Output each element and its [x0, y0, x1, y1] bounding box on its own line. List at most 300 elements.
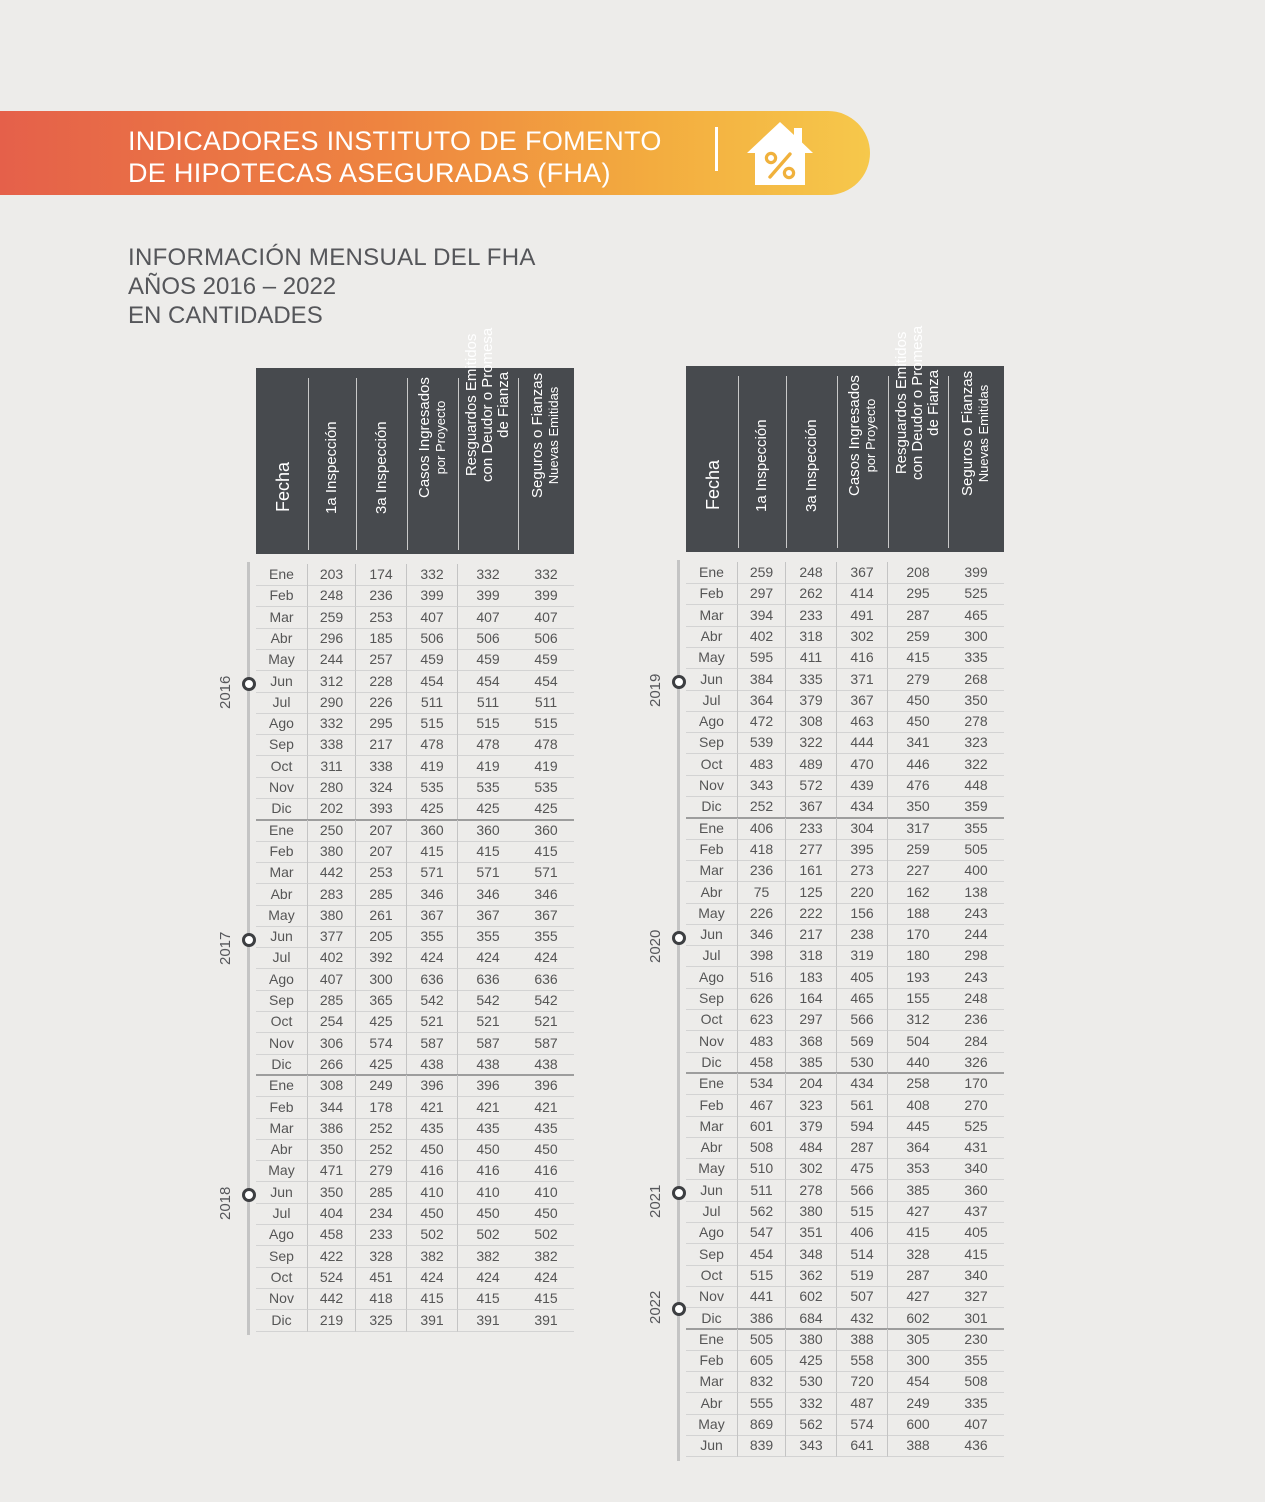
value-cell: 270 — [948, 1095, 1004, 1117]
month-cell: Sep — [256, 990, 308, 1012]
value-cell: 406 — [738, 818, 786, 840]
table-row — [256, 734, 574, 755]
table-row — [256, 926, 574, 947]
value-cell: 252 — [738, 796, 786, 818]
header-label — [804, 419, 820, 512]
value-cell: 463 — [837, 711, 888, 733]
value-cell: 332 — [308, 713, 356, 735]
value-cell: 416 — [458, 1160, 518, 1182]
table-row — [256, 1033, 574, 1054]
value-cell: 285 — [356, 884, 407, 906]
value-cell: 530 — [837, 1052, 888, 1074]
subtitle-line3: EN CANTIDADES — [128, 302, 323, 329]
value-cell: 641 — [837, 1435, 888, 1457]
value-cell: 542 — [407, 990, 458, 1012]
value-cell: 475 — [837, 1158, 888, 1180]
value-cell: 266 — [308, 1054, 356, 1076]
value-cell: 600 — [888, 1414, 948, 1436]
month-cell: Ene — [686, 562, 738, 584]
value-cell: 465 — [948, 605, 1004, 627]
value-cell: 304 — [837, 818, 888, 840]
value-cell: 416 — [837, 647, 888, 669]
value-cell: 435 — [407, 1118, 458, 1140]
value-cell: 207 — [356, 820, 407, 842]
value-cell: 407 — [308, 969, 356, 991]
value-cell: 406 — [837, 1222, 888, 1244]
year-label: 2022 — [647, 1290, 664, 1324]
value-cell: 367 — [786, 796, 837, 818]
value-cell: 360 — [458, 820, 518, 842]
value-cell: 290 — [308, 692, 356, 714]
month-cell: Mar — [256, 1118, 308, 1140]
year-marker-dot — [672, 1186, 686, 1200]
value-cell: 322 — [948, 754, 1004, 776]
month-cell: Abr — [686, 1393, 738, 1415]
value-cell: 547 — [738, 1222, 786, 1244]
header-label — [374, 421, 390, 514]
value-cell: 285 — [308, 990, 356, 1012]
table-row — [686, 1371, 1004, 1392]
value-cell: 161 — [786, 860, 837, 882]
value-cell: 434 — [837, 1073, 888, 1095]
month-cell: Feb — [256, 1097, 308, 1119]
value-cell: 399 — [407, 585, 458, 607]
header-divider — [837, 376, 838, 548]
value-cell: 415 — [407, 841, 458, 863]
value-cell: 279 — [888, 669, 948, 691]
month-cell: Oct — [686, 1009, 738, 1031]
value-cell: 180 — [888, 945, 948, 967]
value-cell: 411 — [786, 647, 837, 669]
value-cell: 505 — [738, 1329, 786, 1351]
header-label — [754, 419, 770, 512]
value-cell: 407 — [407, 607, 458, 629]
value-cell: 421 — [407, 1097, 458, 1119]
month-cell: Jul — [686, 690, 738, 712]
header-label-line: Seguros o Fianzas — [959, 370, 976, 496]
value-cell: 233 — [786, 605, 837, 627]
value-cell: 170 — [948, 1073, 1004, 1095]
value-cell: 542 — [458, 990, 518, 1012]
value-cell: 284 — [948, 1031, 1004, 1053]
value-cell: 491 — [837, 605, 888, 627]
banner-title — [128, 125, 708, 189]
value-cell: 277 — [786, 839, 837, 861]
value-cell: 249 — [888, 1393, 948, 1415]
value-cell: 511 — [518, 692, 574, 714]
value-cell: 438 — [458, 1054, 518, 1076]
table-row — [686, 1116, 1004, 1137]
table-row — [256, 798, 574, 819]
header-col-0 — [256, 368, 308, 554]
month-cell: Jun — [686, 924, 738, 946]
value-cell: 435 — [518, 1118, 574, 1140]
value-cell: 478 — [407, 734, 458, 756]
month-cell: Oct — [256, 756, 308, 778]
value-cell: 515 — [837, 1201, 888, 1223]
value-cell: 507 — [837, 1286, 888, 1308]
header-label-line: con Deudor o Promesa — [479, 327, 496, 482]
value-cell: 450 — [518, 1203, 574, 1225]
value-cell: 506 — [518, 628, 574, 650]
value-cell: 587 — [518, 1033, 574, 1055]
value-cell: 470 — [837, 754, 888, 776]
month-cell: Sep — [256, 1246, 308, 1268]
value-cell: 338 — [356, 756, 407, 778]
table-row — [256, 564, 574, 585]
value-cell: 298 — [948, 945, 1004, 967]
table-row — [256, 649, 574, 670]
value-cell: 261 — [356, 905, 407, 927]
month-cell: Ene — [686, 818, 738, 840]
value-cell: 454 — [518, 671, 574, 693]
month-cell: Jul — [686, 1201, 738, 1223]
value-cell: 362 — [786, 1265, 837, 1287]
value-cell: 508 — [738, 1137, 786, 1159]
table-row — [256, 671, 574, 692]
value-cell: 454 — [407, 671, 458, 693]
value-cell: 236 — [738, 860, 786, 882]
value-cell: 415 — [458, 841, 518, 863]
value-cell: 605 — [738, 1350, 786, 1372]
month-cell: Nov — [686, 775, 738, 797]
value-cell: 445 — [888, 1116, 948, 1138]
header-divider — [518, 378, 519, 550]
value-cell: 350 — [308, 1182, 356, 1204]
value-cell: 295 — [888, 583, 948, 605]
value-cell: 355 — [518, 926, 574, 948]
value-cell: 262 — [786, 583, 837, 605]
value-cell: 407 — [458, 607, 518, 629]
value-cell: 324 — [356, 777, 407, 799]
value-cell: 425 — [458, 798, 518, 820]
value-cell: 332 — [518, 564, 574, 586]
value-cell: 300 — [888, 1350, 948, 1372]
header-divider — [786, 376, 787, 548]
value-cell: 287 — [837, 1137, 888, 1159]
value-cell: 226 — [356, 692, 407, 714]
value-cell: 561 — [837, 1095, 888, 1117]
value-cell: 248 — [948, 988, 1004, 1010]
value-cell: 360 — [407, 820, 458, 842]
value-cell: 869 — [738, 1414, 786, 1436]
table-row — [686, 562, 1004, 583]
value-cell: 355 — [948, 818, 1004, 840]
value-cell: 515 — [518, 713, 574, 735]
table-row — [686, 945, 1004, 966]
title-banner — [0, 111, 870, 195]
value-cell: 405 — [837, 967, 888, 989]
header-label-line: 1a Inspección — [323, 421, 340, 514]
banner-title-line2: DE HIPOTECAS ASEGURADAS (FHA) — [128, 158, 611, 188]
table-header — [686, 325, 1004, 552]
table-row — [256, 777, 574, 798]
value-cell: 125 — [786, 882, 837, 904]
value-cell: 539 — [738, 732, 786, 754]
table-header — [256, 327, 574, 554]
value-cell: 399 — [948, 562, 1004, 584]
value-cell: 268 — [948, 669, 1004, 691]
header-col-3 — [837, 366, 888, 552]
value-cell: 484 — [786, 1137, 837, 1159]
value-cell: 472 — [738, 711, 786, 733]
header-label — [324, 421, 340, 514]
value-cell: 164 — [786, 988, 837, 1010]
value-cell: 530 — [786, 1371, 837, 1393]
value-cell: 317 — [888, 818, 948, 840]
value-cell: 138 — [948, 882, 1004, 904]
value-cell: 521 — [518, 1011, 574, 1033]
month-cell: Ago — [686, 1222, 738, 1244]
value-cell: 415 — [458, 1288, 518, 1310]
value-cell: 535 — [407, 777, 458, 799]
table-row — [256, 585, 574, 606]
value-cell: 454 — [738, 1244, 786, 1266]
value-cell: 367 — [837, 690, 888, 712]
value-cell: 467 — [738, 1095, 786, 1117]
table-row — [256, 1075, 574, 1096]
header-divider — [888, 376, 889, 548]
value-cell: 341 — [888, 732, 948, 754]
value-cell: 248 — [308, 585, 356, 607]
header-col-1 — [308, 368, 356, 554]
value-cell: 238 — [837, 924, 888, 946]
value-cell: 233 — [786, 818, 837, 840]
value-cell: 327 — [948, 1286, 1004, 1308]
value-cell: 360 — [518, 820, 574, 842]
value-cell: 254 — [308, 1011, 356, 1033]
value-cell: 208 — [888, 562, 948, 584]
value-cell: 335 — [786, 669, 837, 691]
header-col-5 — [518, 368, 574, 554]
value-cell: 832 — [738, 1371, 786, 1393]
value-cell: 427 — [888, 1201, 948, 1223]
header-label-line: 3a Inspección — [802, 419, 820, 512]
value-cell: 415 — [518, 1288, 574, 1310]
value-cell: 524 — [308, 1267, 356, 1289]
value-cell: 217 — [356, 734, 407, 756]
value-cell: 446 — [888, 754, 948, 776]
year-label: 2021 — [647, 1185, 664, 1219]
value-cell: 380 — [308, 905, 356, 927]
header-label — [464, 328, 512, 482]
value-cell: 434 — [837, 796, 888, 818]
value-cell: 571 — [458, 862, 518, 884]
value-cell: 319 — [837, 945, 888, 967]
value-cell: 483 — [738, 754, 786, 776]
value-cell: 424 — [407, 947, 458, 969]
value-cell: 367 — [518, 905, 574, 927]
value-cell: 328 — [356, 1246, 407, 1268]
value-cell: 566 — [837, 1180, 888, 1202]
value-cell: 183 — [786, 967, 837, 989]
header-label-line: de Fianza — [495, 371, 512, 438]
month-cell: Nov — [686, 1286, 738, 1308]
value-cell: 156 — [837, 903, 888, 925]
month-cell: Abr — [256, 628, 308, 650]
table-row — [686, 1052, 1004, 1073]
value-cell: 418 — [738, 839, 786, 861]
month-cell: Abr — [256, 1139, 308, 1161]
banner-divider — [715, 127, 718, 171]
month-cell: Jul — [256, 692, 308, 714]
month-cell: Jun — [686, 1180, 738, 1202]
value-cell: 228 — [356, 671, 407, 693]
value-cell: 572 — [786, 775, 837, 797]
month-cell: Sep — [686, 732, 738, 754]
value-cell: 283 — [308, 884, 356, 906]
value-cell: 226 — [738, 903, 786, 925]
value-cell: 587 — [407, 1033, 458, 1055]
value-cell: 350 — [948, 690, 1004, 712]
value-cell: 451 — [356, 1267, 407, 1289]
table-row — [256, 862, 574, 883]
table-row — [686, 860, 1004, 881]
month-cell: Abr — [686, 1137, 738, 1159]
table-row — [686, 690, 1004, 711]
value-cell: 626 — [738, 988, 786, 1010]
header-label-line: Nuevas Emitidas — [546, 386, 561, 485]
value-cell: 344 — [308, 1097, 356, 1119]
value-cell: 355 — [948, 1350, 1004, 1372]
header-col-5 — [948, 366, 1004, 552]
table-row — [256, 1139, 574, 1160]
month-cell: Jun — [256, 1182, 308, 1204]
header-divider — [948, 376, 949, 548]
table-row — [256, 1182, 574, 1203]
value-cell: 562 — [786, 1414, 837, 1436]
value-cell: 424 — [518, 1267, 574, 1289]
value-cell: 367 — [837, 562, 888, 584]
value-cell: 410 — [407, 1182, 458, 1204]
table-row — [256, 1288, 574, 1309]
table-row — [686, 775, 1004, 796]
value-cell: 350 — [308, 1139, 356, 1161]
value-cell: 305 — [888, 1329, 948, 1351]
value-cell: 515 — [738, 1265, 786, 1287]
table-row — [686, 754, 1004, 775]
table-row — [256, 1011, 574, 1032]
value-cell: 436 — [948, 1435, 1004, 1457]
month-cell: Ago — [256, 713, 308, 735]
value-cell: 385 — [888, 1180, 948, 1202]
month-cell: Jun — [256, 926, 308, 948]
value-cell: 340 — [948, 1158, 1004, 1180]
table-row — [686, 1350, 1004, 1371]
header-col-0 — [686, 366, 738, 552]
value-cell: 399 — [518, 585, 574, 607]
month-cell: Nov — [686, 1031, 738, 1053]
value-cell: 404 — [308, 1203, 356, 1225]
value-cell: 287 — [888, 1265, 948, 1287]
table-row — [686, 1073, 1004, 1094]
value-cell: 684 — [786, 1308, 837, 1330]
month-cell: Feb — [686, 583, 738, 605]
value-cell: 280 — [308, 777, 356, 799]
table-row — [686, 583, 1004, 604]
value-cell: 595 — [738, 647, 786, 669]
value-cell: 601 — [738, 1116, 786, 1138]
table-row — [256, 756, 574, 777]
value-cell: 252 — [356, 1118, 407, 1140]
value-cell: 515 — [458, 713, 518, 735]
value-cell: 338 — [308, 734, 356, 756]
header-label-line: 3a Inspección — [372, 421, 390, 514]
value-cell: 432 — [837, 1308, 888, 1330]
header-label-line: Fecha — [273, 461, 293, 512]
value-cell: 442 — [308, 1288, 356, 1310]
table-row — [686, 1414, 1004, 1435]
month-cell: Jul — [256, 947, 308, 969]
value-cell: 502 — [518, 1224, 574, 1246]
header-label-line: Nuevas Emitidas — [976, 384, 991, 483]
month-cell: May — [256, 1160, 308, 1182]
month-cell: Dic — [256, 1054, 308, 1076]
table-row — [256, 1118, 574, 1139]
value-cell: 504 — [888, 1031, 948, 1053]
value-cell: 296 — [308, 628, 356, 650]
value-cell: 458 — [738, 1052, 786, 1074]
value-cell: 396 — [458, 1075, 518, 1097]
table-row — [686, 1265, 1004, 1286]
value-cell: 343 — [738, 775, 786, 797]
value-cell: 720 — [837, 1371, 888, 1393]
table-row — [256, 841, 574, 862]
value-cell: 391 — [407, 1310, 458, 1332]
value-cell: 454 — [888, 1371, 948, 1393]
value-cell: 425 — [356, 1011, 407, 1033]
value-cell: 506 — [407, 628, 458, 650]
table-row — [686, 839, 1004, 860]
header-label — [417, 377, 449, 498]
table-row — [256, 607, 574, 628]
month-cell: Feb — [686, 1350, 738, 1372]
month-cell: May — [686, 1158, 738, 1180]
value-cell: 323 — [786, 1095, 837, 1117]
value-cell: 569 — [837, 1031, 888, 1053]
table-row — [686, 647, 1004, 668]
table-row — [686, 1180, 1004, 1201]
year-marker-dot — [242, 933, 256, 947]
value-cell: 450 — [518, 1139, 574, 1161]
value-cell: 562 — [738, 1201, 786, 1223]
value-cell: 170 — [888, 924, 948, 946]
value-cell: 459 — [518, 649, 574, 671]
month-cell: Nov — [256, 1033, 308, 1055]
value-cell: 368 — [786, 1031, 837, 1053]
value-cell: 402 — [308, 947, 356, 969]
value-cell: 382 — [407, 1246, 458, 1268]
table-row — [256, 1054, 574, 1075]
value-cell: 435 — [458, 1118, 518, 1140]
month-cell: Dic — [686, 796, 738, 818]
value-cell: 308 — [308, 1075, 356, 1097]
month-cell: Sep — [256, 734, 308, 756]
value-cell: 519 — [837, 1265, 888, 1287]
value-cell: 525 — [948, 583, 1004, 605]
value-cell: 230 — [948, 1329, 1004, 1351]
value-cell: 355 — [458, 926, 518, 948]
value-cell: 302 — [837, 626, 888, 648]
value-cell: 440 — [888, 1052, 948, 1074]
value-cell: 285 — [356, 1182, 407, 1204]
value-cell: 252 — [356, 1139, 407, 1161]
header-divider — [356, 378, 357, 550]
value-cell: 511 — [407, 692, 458, 714]
table-row — [686, 882, 1004, 903]
header-label-line: Casos Ingresados — [845, 375, 863, 496]
header-divider — [458, 378, 459, 550]
